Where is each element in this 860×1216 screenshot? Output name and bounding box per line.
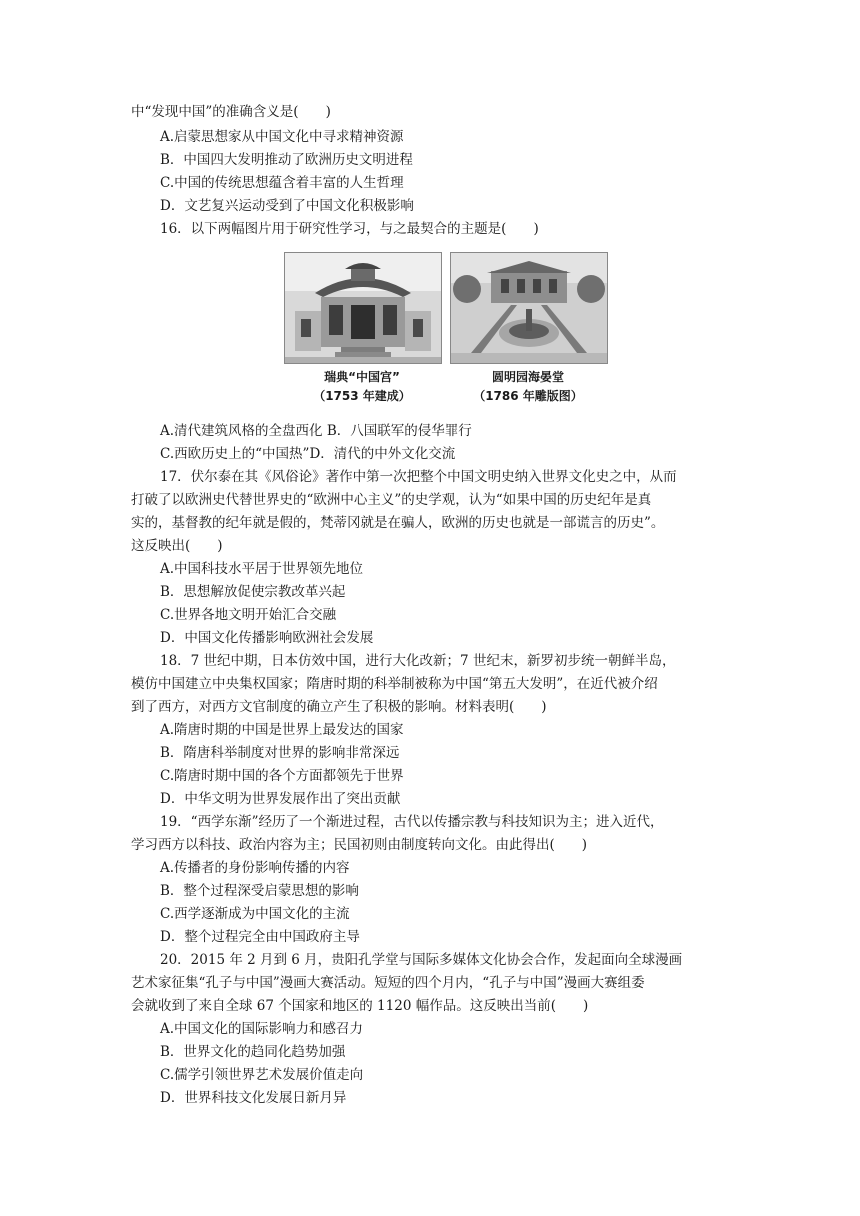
q17-option-a: A.中国科技水平居于世界领先地位 xyxy=(160,561,364,577)
caption-title: 瑞典“中国宫” xyxy=(324,370,400,384)
q16-options-ab: A.清代建筑风格的全盘西化 B．八国联军的侵华罪行 xyxy=(160,423,472,439)
q18-stem-line: 模仿中国建立中央集权国家；隋唐时期的科举制被称为中国“第五大发明”，在近代被介绍 xyxy=(131,676,658,692)
haiyantang-engraving xyxy=(450,252,608,364)
q16-figures xyxy=(284,252,606,412)
q20-option-c: C.儒学引领世界艺术发展价值走向 xyxy=(160,1067,364,1083)
q15-option-b: B．中国四大发明推动了欧洲历史文明进程 xyxy=(160,152,413,168)
q19-option-c: C.西学逐渐成为中国文化的主流 xyxy=(160,906,350,922)
q15-option-a: A.启蒙思想家从中国文化中寻求精神资源 xyxy=(160,129,404,145)
q18-option-b: B．隋唐科举制度对世界的影响非常深远 xyxy=(160,745,400,761)
q20-stem-line: 会就收到了来自全球 67 个国家和地区的 1120 幅作品。这反映出当前( ) xyxy=(131,998,589,1014)
q20-option-a: A.中国文化的国际影响力和感召力 xyxy=(160,1021,364,1037)
q18-option-a: A.隋唐时期的中国是世界上最发达的国家 xyxy=(160,722,404,738)
figure-caption-left xyxy=(284,368,440,406)
q15-option-c: C.中国的传统思想蕴含着丰富的人生哲理 xyxy=(160,175,404,191)
q20-stem-line: 20．2015 年 2 月到 6 月，贵阳孔学堂与国际多媒体文化协会合作，发起面向全球漫画 xyxy=(160,952,683,968)
q18-option-c: C.隋唐时期中国的各个方面都领先于世界 xyxy=(160,768,404,784)
q19-stem-line: 19．“西学东渐”经历了一个渐进过程，古代以传播宗教与科技知识为主；进入近代， xyxy=(160,814,664,830)
q20-option-b: B．世界文化的趋同化趋势加强 xyxy=(160,1044,346,1060)
q19-option-d: D．整个过程完全由中国政府主导 xyxy=(160,929,360,945)
q18-stem-line: 到了西方，对西方文官制度的确立产生了积极的影响。材料表明( ) xyxy=(131,699,547,715)
q17-stem-line: 17．伏尔泰在其《风俗论》著作中第一次把整个中国文明史纳入世界文化史之中，从而 xyxy=(160,469,677,485)
q16-stem: 16．以下两幅图片用于研究性学习，与之最契合的主题是( ) xyxy=(160,221,539,237)
caption-note: （1753 年建成） xyxy=(313,389,411,403)
q17-stem-line: 实的，基督教的纪年就是假的，梵蒂冈就是在骗人，欧洲的历史也就是一部谎言的历史”。 xyxy=(131,515,665,531)
q19-option-b: B．整个过程深受启蒙思想的影响 xyxy=(160,883,359,899)
q19-stem-line: 学习西方以科技、政治内容为主；民国初则由制度转向文化。由此得出( ) xyxy=(131,837,588,853)
chinese-pavilion-photo xyxy=(284,252,442,364)
q17-option-c: C.世界各地文明开始汇合交融 xyxy=(160,607,337,623)
q17-option-d: D．中国文化传播影响欧洲社会发展 xyxy=(160,630,374,646)
q18-option-d: D．中华文明为世界发展作出了突出贡献 xyxy=(160,791,401,807)
q19-option-a: A.传播者的身份影响传播的内容 xyxy=(160,860,350,876)
q17-stem-line: 打破了以欧洲史代替世界史的“欧洲中心主义”的史学观，认为“如果中国的历史纪年是真 xyxy=(131,492,652,508)
q16-options-cd: C.西欧历史上的“中国热”D．清代的中外文化交流 xyxy=(160,446,456,462)
q17-option-b: B．思想解放促使宗教改革兴起 xyxy=(160,584,346,600)
q18-stem-line: 18．7 世纪中期，日本仿效中国，进行大化改新；7 世纪末，新罗初步统一朝鲜半岛， xyxy=(160,653,676,669)
caption-note: （1786 年雕版图） xyxy=(473,389,583,403)
caption-title: 圆明园海晏堂 xyxy=(491,370,564,384)
q17-stem-line: 这反映出( ) xyxy=(131,538,223,554)
q15-stem: 中“发现中国”的准确含义是( ) xyxy=(131,104,331,120)
q15-option-d: D．文艺复兴运动受到了中国文化积极影响 xyxy=(160,198,414,214)
q20-stem-line: 艺术家征集“孔子与中国”漫画大赛活动。短短的四个月内，“孔子与中国”漫画大赛组委 xyxy=(131,975,645,991)
figure-caption-right xyxy=(450,368,606,406)
q20-option-d: D．世界科技文化发展日新月异 xyxy=(160,1090,347,1106)
